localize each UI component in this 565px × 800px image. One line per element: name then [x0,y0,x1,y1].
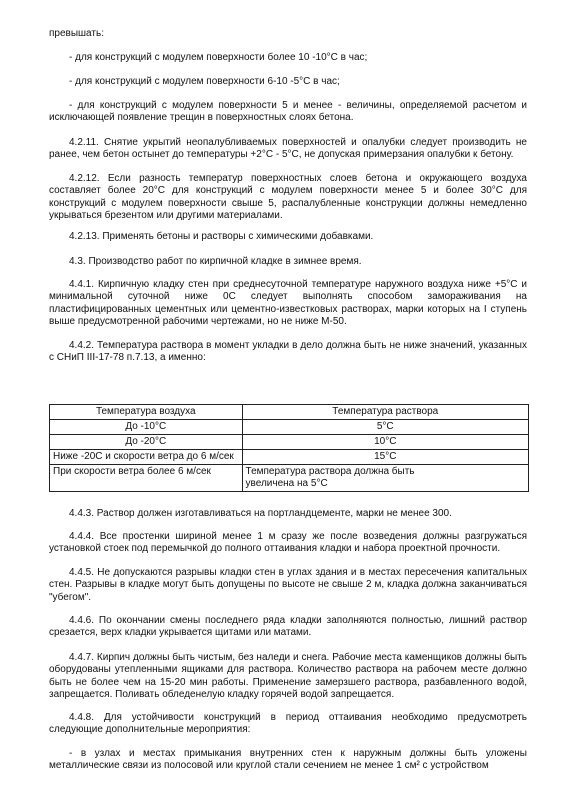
table-header-cell: Температура воздуха [50,405,243,420]
table-row [50,435,529,450]
paragraph: - для конструкций с модулем поверхности 6-10 -5°С в час; [69,76,340,87]
table-row [50,465,529,492]
table-cell: До -10°С [50,420,243,435]
paragraph: 4.4.2. Температура раствора в момент укладки в дело должна быть не ниже значений, указанных с СНиП III-17-78 п.7.13, а именно: [49,340,527,364]
paragraph: 4.2.11. Снятие укрытий неопалубливаемых поверхностей и опалубки следует производить не ранее, чем бетон остынет до температуры +2°С - 5°С, не допуская примерзания опалубки к бетону. [49,137,527,161]
table-cell: До -20°С [50,435,243,450]
paragraph: - для конструкций с модулем поверхности более 10 -10°С в час; [69,52,368,63]
paragraph: 4.4.5. Не допускаются разрывы кладки стен в углах здания и в местах пересечения капитальных стен. Разрывы в кладке могут быть допущены по высоте не свыше 2 м, кладка должна заканчиваться "убегом". [49,567,527,603]
table-cell: Температура раствора должна быть увеличена на 5°С [242,465,528,492]
table-row [50,420,529,435]
paragraph: 4.4.7. Кирпич должны быть чистым, без наледи и снега. Рабочие места каменщиков должны быть оборудованы утепленными ящиками для раствора. Количество раствора на рабочем месте должно быть не более чем на 15-20 мин работы. Применение замерзшего раствора, разбавленного водой, запрещается. Поливать обледенелую кладку горячей водой запрещается. [49,652,527,701]
table-cell: Ниже -20С и скорости ветра до 6 м/сек [50,450,243,465]
table-cell: При скорости ветра более 6 м/сек [50,465,243,492]
paragraph: 4.3. Производство работ по кирпичной кладке в зимнее время. [69,256,362,267]
paragraph: 4.2.13. Применять бетоны и растворы с химическими добавками. [69,231,374,242]
paragraph: 4.4.3. Раствор должен изготавливаться на портландцементе, марки не менее 300. [69,508,452,519]
paragraph: превышать: [49,28,104,39]
paragraph: 4.4.1. Кирпичную кладку стен при среднесуточной температуре наружного воздуха ниже +5°С и минимальной суточной ниже 0С следует выполнять способом замораживания на пластифицированных цементных или цементно-известковых растворах, марки которых на I ступень выше предусмотренной рабочими чертежами, но не ниже М-50. [49,279,527,328]
table-header-row [50,405,529,420]
paragraph: - для конструкций с модулем поверхности 5 и менее - величины, определяемой расчетом и исключающей появление трещин в поверхностных слоях бетона. [49,100,527,124]
paragraph: 4.4.4. Все простенки шириной менее 1 м сразу же после возведения должны разгружаться установкой стоек под перемычкой до полного оттаивания кладки и набора проектной прочности. [49,531,527,555]
table-cell: 5°С [242,420,528,435]
paragraph: 4.4.8. Для устойчивости конструкций в период оттаивания необходимо предусмотреть следующие дополнительные мероприятия: [49,712,527,736]
table-cell: 10°С [242,435,528,450]
temperature-table [49,404,529,492]
table-row [50,450,529,465]
table-cell: 15°С [242,450,528,465]
paragraph: 4.2.12. Если разность температур поверхностных слоев бетона и окружающего воздуха составляет более 20°С для конструкций с модулем поверхности менее 5 и более 30°С для конструкций с модулем поверхности свыше 5, распалубленные конструкции должны немедленно укрываться брезентом или другими материалами. [49,173,527,222]
table-header-cell: Температура раствора [242,405,528,420]
paragraph: 4.4.6. По окончании смены последнего ряда кладки заполняются полностью, лишний раствор срезается, верх кладки укрывается щитами или матами. [49,615,527,639]
paragraph: - в узлах и местах примыкания внутренних стен к наружным должны быть уложены металлические связи из полосовой или круглой стали сечением не менее 1 см² с устройством [49,748,527,772]
